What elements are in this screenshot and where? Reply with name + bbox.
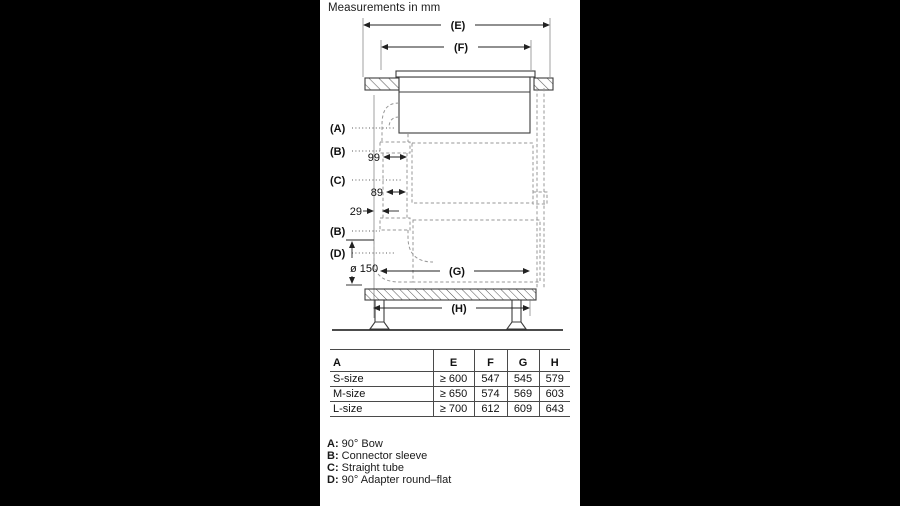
dim-h-label: (H) [451, 303, 467, 315]
cell-f: 574 [474, 387, 507, 402]
hob-glass-top [396, 71, 535, 77]
col-header-h: H [539, 350, 570, 372]
table-row [330, 402, 570, 417]
callout-b-lower [330, 226, 380, 238]
parts-legend [327, 438, 451, 486]
content-panel [320, 0, 580, 506]
part-c-label: (C) [330, 175, 346, 187]
legend-key: B: [327, 450, 339, 462]
cell-f: 612 [474, 402, 507, 417]
dimension-99 [368, 152, 407, 164]
part-a-label: (A) [330, 123, 346, 135]
cell-e: ≥ 600 [433, 372, 474, 387]
dimension-150 [346, 240, 378, 285]
adapter-round-flat-d [374, 230, 433, 282]
dimension-f [381, 40, 531, 70]
page-title: Measurements in mm [328, 2, 441, 14]
hob-body [396, 71, 535, 133]
col-header-e: E [433, 350, 474, 372]
cell-h: 643 [539, 402, 570, 417]
measurement-diagram [320, 0, 580, 340]
cell-g: 609 [507, 402, 539, 417]
measure-89: 89 [370, 187, 383, 199]
legend-item-c [327, 462, 451, 474]
cell-f: 547 [474, 372, 507, 387]
col-header-g: G [507, 350, 539, 372]
legend-key: D: [327, 474, 339, 486]
dimension-29 [350, 206, 399, 218]
legend-key: A: [327, 438, 339, 450]
size-table [330, 349, 570, 417]
dimension-89 [371, 187, 406, 199]
measure-99: 99 [367, 152, 380, 164]
plinth-board [365, 289, 536, 300]
dimension-g [380, 264, 530, 278]
part-b-lower-label: (B) [330, 226, 346, 238]
legend-item-a [327, 438, 451, 450]
legend-item-d [327, 474, 451, 486]
cell-h: 579 [539, 372, 570, 387]
part-b-upper-label: (B) [330, 146, 346, 158]
dim-f-label: (F) [453, 42, 469, 54]
table-row [330, 387, 570, 402]
legend-item-b [327, 450, 451, 462]
dimension-h [373, 299, 530, 316]
legend-text: 90° Bow [341, 438, 383, 450]
table-row [330, 372, 570, 387]
row-label: M-size [333, 388, 366, 400]
cell-e: ≥ 700 [433, 402, 474, 417]
table-header-row [330, 350, 570, 372]
row-label: S-size [333, 373, 364, 385]
cell-g: 545 [507, 372, 539, 387]
legend-text: 90° Adapter round–flat [341, 474, 452, 486]
dim-e-label: (E) [450, 20, 466, 32]
cell-e: ≥ 650 [433, 387, 474, 402]
legend-key: C: [327, 462, 339, 474]
connector-sleeve-lower [380, 218, 410, 230]
dim-g-label: (G) [449, 266, 465, 278]
callout-c [330, 175, 402, 187]
measure-150: ø 150 [350, 263, 379, 275]
callout-a [330, 123, 396, 135]
row-label: L-size [333, 403, 363, 415]
col-header-a: A [333, 357, 341, 369]
col-header-f: F [474, 350, 507, 372]
measure-29: 29 [349, 206, 362, 218]
legend-text: Connector sleeve [341, 450, 428, 462]
legend-text: Straight tube [341, 462, 405, 474]
callout-d [330, 248, 396, 260]
cell-g: 569 [507, 387, 539, 402]
connector-sleeve-upper [380, 142, 410, 153]
part-d-label: (D) [330, 248, 346, 260]
cell-h: 603 [539, 387, 570, 402]
straight-tube-c [383, 153, 407, 218]
